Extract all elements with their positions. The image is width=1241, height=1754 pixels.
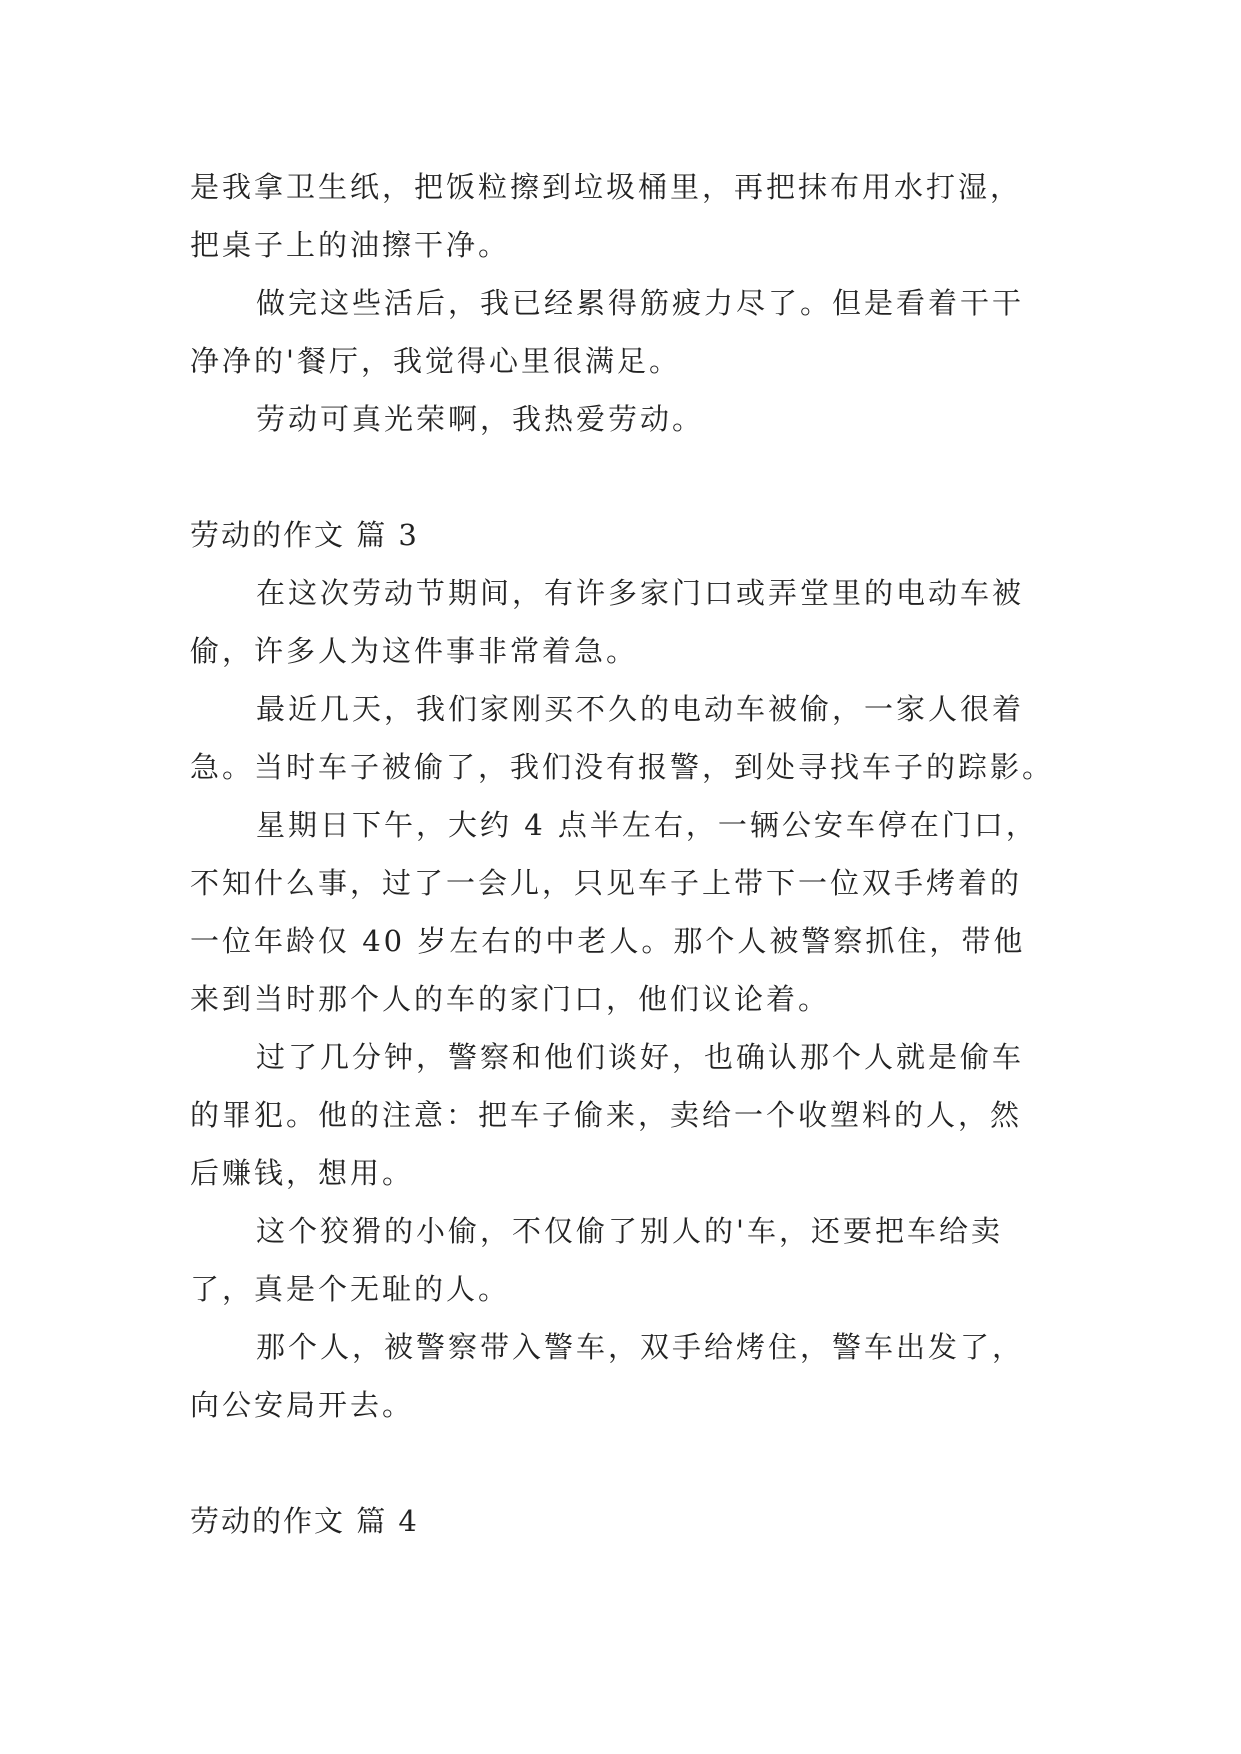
text-line: 不知什么事，过了一会儿，只见车子上带下一位双手烤着的 bbox=[190, 866, 1023, 900]
text-line: 把桌子上的油擦干净。 bbox=[190, 228, 511, 262]
section-gap bbox=[190, 448, 1050, 506]
text-line: 急。当时车子被偷了，我们没有报警，到处寻找车子的踪影。 bbox=[190, 750, 1055, 784]
text-line: 星期日下午，大约 4 点半左右，一辆公安车停在门口， bbox=[256, 808, 1038, 842]
text-line: 劳动可真光荣啊，我热爱劳动。 bbox=[256, 402, 705, 436]
text-line: 后赚钱，想用。 bbox=[190, 1156, 415, 1190]
paragraph bbox=[190, 564, 1050, 680]
paragraph bbox=[190, 390, 1050, 448]
text-line: 一位年龄仅 40 岁左右的中老人。那个人被警察抓住，带他 bbox=[190, 924, 1026, 958]
text-line: 的罪犯。他的注意：把车子偷来，卖给一个收塑料的人，然 bbox=[190, 1098, 1023, 1132]
text-line: 那个人，被警察带入警车，双手给烤住，警车出发了， bbox=[256, 1330, 1025, 1364]
paragraph bbox=[190, 158, 1050, 274]
paragraph bbox=[190, 796, 1050, 1028]
paragraph bbox=[190, 274, 1050, 390]
text-line: 最近几天，我们家刚买不久的电动车被偷，一家人很着 bbox=[256, 692, 1025, 726]
text-line: 这个狡猾的小偷，不仅偷了别人的'车，还要把车给卖 bbox=[256, 1214, 1003, 1248]
paragraph bbox=[190, 1318, 1050, 1434]
paragraph bbox=[190, 680, 1055, 796]
text-line: 过了几分钟，警察和他们谈好，也确认那个人就是偷车 bbox=[256, 1040, 1025, 1074]
paragraph bbox=[190, 1202, 1050, 1318]
text-line: 向公安局开去。 bbox=[190, 1388, 415, 1422]
text-line: 了，真是个无耻的人。 bbox=[190, 1272, 511, 1306]
text-line: 在这次劳动节期间，有许多家门口或弄堂里的电动车被 bbox=[256, 576, 1025, 610]
text-line: 净净的'餐厅，我觉得心里很满足。 bbox=[190, 344, 681, 378]
paragraph bbox=[190, 1028, 1050, 1202]
text-line: 做完这些活后，我已经累得筋疲力尽了。但是看着干干 bbox=[256, 286, 1025, 320]
section-heading: 劳动的作文 篇 3 bbox=[190, 518, 419, 552]
document-page bbox=[190, 158, 1055, 1550]
section-heading: 劳动的作文 篇 4 bbox=[190, 1504, 419, 1538]
text-line: 是我拿卫生纸，把饭粒擦到垃圾桶里，再把抹布用水打湿， bbox=[190, 170, 1023, 204]
text-line: 偷，许多人为这件事非常着急。 bbox=[190, 634, 639, 668]
section-gap bbox=[190, 1434, 1050, 1492]
text-line: 来到当时那个人的车的家门口，他们议论着。 bbox=[190, 982, 831, 1016]
